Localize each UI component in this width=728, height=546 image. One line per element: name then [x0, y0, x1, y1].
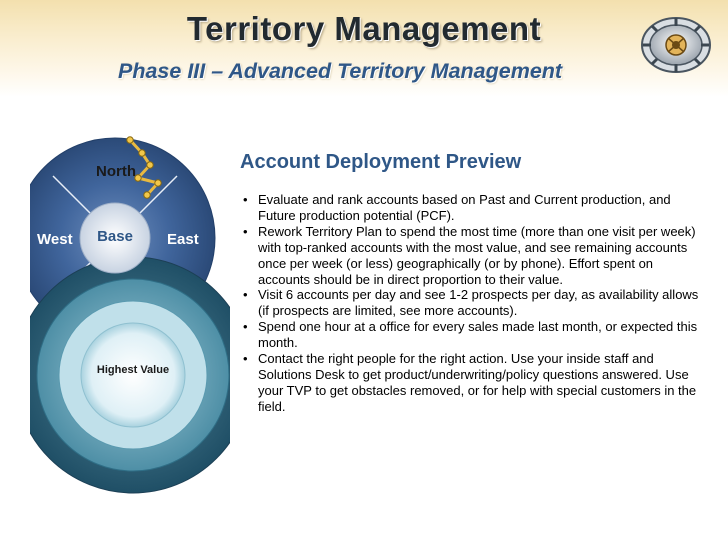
- bullet-item: • Evaluate and rank accounts based on Past and Current production, and Future production potential (PCF).: [240, 192, 708, 224]
- bullet-item: • Rework Territory Plan to spend the most time (more than one visit per week) with top-ranked accounts with the most value, and see remaining accounts once per week (or less) geographically (or by phone). Effort spent on accounts should be in direct proportion to their value.: [240, 224, 708, 288]
- label-base: Base: [97, 228, 133, 245]
- section-title: Account Deployment Preview: [240, 151, 522, 173]
- label-highest-value: Highest Value: [96, 364, 170, 376]
- bullet-item: • Contact the right people for the right action. Use your inside staff and Solutions Desk to get product/underwriting/policy questions answered. Use your TVP to get obstacles removed, or for help with special customers in the field.: [240, 351, 708, 415]
- bullet-item: • Visit 6 accounts per day and see 1-2 prospects per day, as availability allows (if prospects are limited, see more accounts).: [240, 287, 708, 319]
- bullet-item: • Spend one hour at a office for every sales made last month, or expected this month.: [240, 319, 708, 351]
- gear-compass-logo-icon: [638, 12, 714, 76]
- label-west: West: [37, 231, 73, 248]
- page-title: Territory Management: [186, 10, 542, 47]
- label-east: East: [167, 231, 199, 248]
- territory-diagram: [30, 133, 230, 533]
- page-subtitle: Phase III – Advanced Territory Management: [118, 59, 563, 83]
- label-north: North: [96, 163, 136, 180]
- bullet-list: [240, 192, 708, 415]
